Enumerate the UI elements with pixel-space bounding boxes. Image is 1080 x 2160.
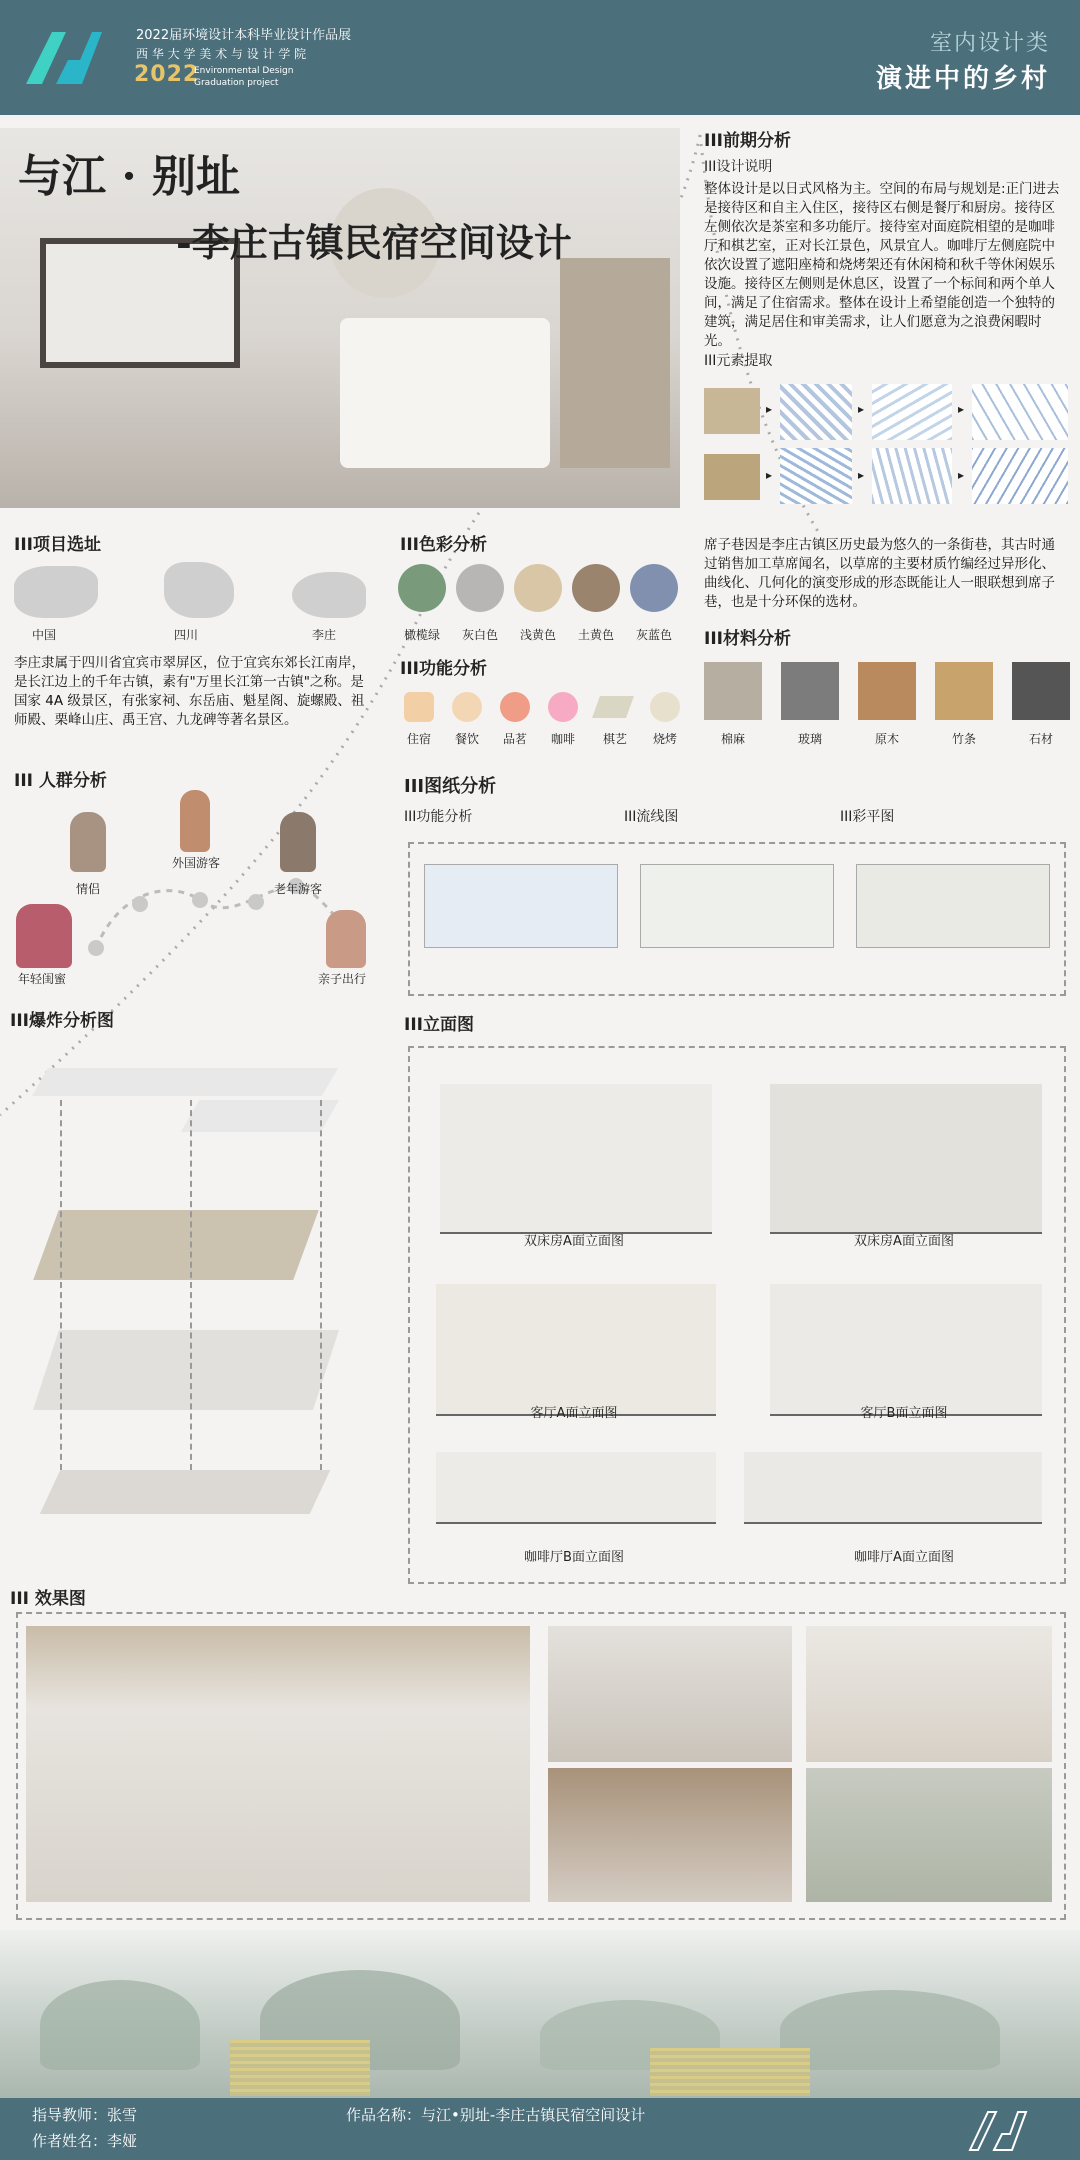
func-plan <box>424 864 618 948</box>
couple-figure <box>70 812 106 872</box>
material-label: 玻璃 <box>797 732 822 746</box>
material-thumb <box>935 662 993 720</box>
logo-icon <box>22 28 104 88</box>
elev-label: 客厅B面立面图 <box>860 1406 948 1421</box>
elev-label: 双床房A面立面图 <box>524 1234 624 1249</box>
arrow-icon: ▸ <box>766 402 773 416</box>
elevation-drawing <box>770 1284 1042 1416</box>
elev-heading: III立面图 <box>404 1015 474 1035</box>
elev-label: 咖啡厅A面立面图 <box>854 1550 954 1565</box>
elev-label: 咖啡厅B面立面图 <box>524 1550 624 1565</box>
swatch <box>630 564 678 612</box>
pattern-icon <box>972 448 1068 504</box>
arrow-icon: ▸ <box>858 402 865 416</box>
arrow-icon: ▸ <box>958 468 965 482</box>
family-figure <box>326 910 366 968</box>
function-label: 餐饮 <box>454 732 479 746</box>
subtitle: 演进中的乡村 <box>875 64 1050 94</box>
site-desc: 李庄隶属于四川省宜宾市翠屏区，位于宜宾东郊长江南岸，是长江边上的千年古镇，素有"万里长江第一古镇"之称。是国家 4A 级景区，有张家祠、东岳庙、魁星阁、旋螺殿、祖师殿、栗峰山庄、禹王宫、九龙碑等著名景区。 <box>14 655 365 728</box>
function-label: 烧烤 <box>652 732 677 746</box>
place-label: 四川 <box>173 628 198 642</box>
pattern-icon <box>780 448 852 504</box>
bed-icon <box>404 692 434 722</box>
footer-teacher: 指导教师：张雪 <box>32 2106 138 2124</box>
tree-shape <box>780 1990 1000 2070</box>
color-label: 土黄色 <box>577 628 614 642</box>
render-bedroom <box>806 1626 1052 1762</box>
material-thumb <box>781 662 839 720</box>
coffee-icon <box>548 692 578 722</box>
function-label: 棋艺 <box>602 732 627 746</box>
place-label: 中国 <box>31 628 56 642</box>
function-label: 品茗 <box>502 732 527 746</box>
roof-layer <box>32 1068 338 1096</box>
floor-layer <box>40 1470 331 1514</box>
material-thumb <box>858 662 916 720</box>
swatch <box>456 564 504 612</box>
woven-wall <box>560 258 670 468</box>
elevation-drawing <box>436 1452 716 1524</box>
crowd-label: 情侣 <box>75 882 100 896</box>
color-plan <box>856 864 1050 948</box>
color-label: 灰白色 <box>461 628 498 642</box>
lizhuang-map-icon <box>292 572 366 618</box>
design-desc: 整体设计是以日式风格为主。空间的布局与规划是:正门进去是接待区和自主入住区，接待区右侧是餐厅和厨房。接待区左侧依次是茶室和多功能厅。接待室对面庭院相望的是咖啡厅和棋艺室，正对长江景色，风景宜人。咖啡厅左侧庭院中依次设置了遮阳座椅和烧烤架还有休闲椅和秋千等休闲娱乐设施。接待区左侧则是休息区，设置了一个标间和两个单人间，满足了住宿需求。整体在设计上希望能创造一个独特的建筑，满足居住和审美需求，让人们愿意为之浪费闲暇时光。 <box>704 181 1060 349</box>
color-label: 浅黄色 <box>519 628 556 642</box>
pre-heading: III前期分析 <box>704 131 791 151</box>
crowd-label: 亲子出行 <box>317 972 366 986</box>
friends-figure <box>16 904 72 968</box>
swatch <box>572 564 620 612</box>
elderly-figure <box>280 812 316 872</box>
functions-heading: III功能分析 <box>400 659 487 679</box>
crowd-heading: III 人群分析 <box>14 771 107 791</box>
mat-thumb <box>704 388 760 434</box>
bed <box>340 318 550 468</box>
header-line2: 西 华 大 学 美 术 与 设 计 学 院 <box>136 47 307 61</box>
render-heading: III 效果图 <box>10 1589 86 1609</box>
bbq-icon <box>650 692 680 722</box>
render-living <box>548 1626 792 1762</box>
swatch <box>514 564 562 612</box>
plans-frame <box>408 842 1066 996</box>
hero-title-2: -李庄古镇民宿空间设计 <box>176 220 572 265</box>
chess-icon <box>592 696 634 718</box>
material-thumb <box>1012 662 1070 720</box>
china-map-icon <box>14 566 98 618</box>
footer-logo-icon <box>966 2108 1034 2152</box>
elem-desc: 席子巷因是李庄古镇区历史最为悠久的一条街巷，其古时通过销售加工草席闻名，以草席的主要材质竹编经过异形化、曲线化、几何化的演变形成的形态既能让人一眼联想到席子巷，也是十分环保的选材。 <box>704 537 1055 610</box>
swatch <box>398 564 446 612</box>
landscape-banner <box>0 1930 1080 2098</box>
tree-shape <box>40 1980 200 2070</box>
guide-line <box>320 1100 322 1470</box>
explode-heading: III爆炸分析图 <box>10 1011 114 1031</box>
arrow-icon: ▸ <box>958 402 965 416</box>
color-plan-heading: III彩平图 <box>840 809 895 825</box>
drawings-heading: III图纸分析 <box>404 776 497 797</box>
place-label: 李庄 <box>311 628 336 642</box>
mat-thumb <box>704 454 760 500</box>
arrow-icon: ▸ <box>858 468 865 482</box>
pattern-icon <box>872 384 952 440</box>
function-icons <box>400 688 690 728</box>
footer-author: 作者姓名：李娅 <box>32 2132 138 2150</box>
material-label: 石材 <box>1028 732 1053 746</box>
wall-layer <box>33 1330 339 1410</box>
guide-line <box>60 1100 62 1470</box>
material-label: 竹条 <box>951 732 976 746</box>
category-label: 室内设计类 <box>929 31 1050 56</box>
element-extraction <box>704 380 1074 510</box>
arrow-icon: ▸ <box>766 468 773 482</box>
header-line1: 2022届环境设计本科毕业设计作品展 <box>136 28 352 43</box>
header-year: 2022 <box>134 62 200 87</box>
function-label: 咖啡 <box>550 732 575 746</box>
materials-heading: III材料分析 <box>704 629 791 649</box>
pattern-icon <box>780 384 852 440</box>
foreign-tourist-figure <box>180 790 210 852</box>
building-shape <box>230 2040 370 2096</box>
hero-title-1: 与江 · 别址 <box>18 151 240 202</box>
color-label: 橄榄绿 <box>403 628 440 642</box>
footer-work: 作品名称：与江•别址-李庄古镇民宿空间设计 <box>346 2106 646 2124</box>
color-label: 灰蓝色 <box>635 628 672 642</box>
render-courtyard <box>806 1768 1052 1902</box>
guide-line <box>190 1100 192 1470</box>
crowd-label: 老年游客 <box>273 882 322 896</box>
meal-icon <box>452 692 482 722</box>
header-en2: Graduation project <box>194 78 279 88</box>
material-thumb <box>704 662 762 720</box>
colors-heading: III色彩分析 <box>400 535 487 555</box>
function-label: 住宿 <box>406 732 431 746</box>
flow-plan-heading: III流线图 <box>624 809 679 825</box>
header-en1: Environmental Design <box>194 66 294 76</box>
elevation-drawing <box>770 1084 1042 1234</box>
crowd-label: 年轻闺蜜 <box>17 972 66 986</box>
elevation-drawing <box>744 1452 1042 1524</box>
desc-heading: III设计说明 <box>704 159 773 175</box>
crowd-label: 外国游客 <box>171 856 220 870</box>
material-label: 棉麻 <box>720 732 745 746</box>
furniture-layer <box>33 1210 318 1280</box>
elevation-drawing <box>440 1084 712 1234</box>
render-cafe <box>548 1768 792 1902</box>
pattern-icon <box>972 384 1068 440</box>
elev-label: 双床房A面立面图 <box>854 1234 954 1249</box>
exploded-diagram <box>40 1060 340 1530</box>
elevation-drawing <box>436 1284 716 1416</box>
sichuan-map-icon <box>164 562 234 618</box>
site-heading: III项目选址 <box>14 535 101 555</box>
elev-label: 客厅A面立面图 <box>530 1406 618 1421</box>
roof-layer <box>181 1100 339 1132</box>
material-label: 原木 <box>874 732 899 746</box>
elem-heading: III元素提取 <box>704 353 773 369</box>
func-plan-heading: III功能分析 <box>404 809 473 825</box>
building-shape <box>650 2048 810 2096</box>
pattern-icon <box>872 448 952 504</box>
elevations-frame <box>408 1046 1066 1584</box>
tea-icon <box>500 692 530 722</box>
render-main <box>26 1626 530 1902</box>
flow-plan <box>640 864 834 948</box>
